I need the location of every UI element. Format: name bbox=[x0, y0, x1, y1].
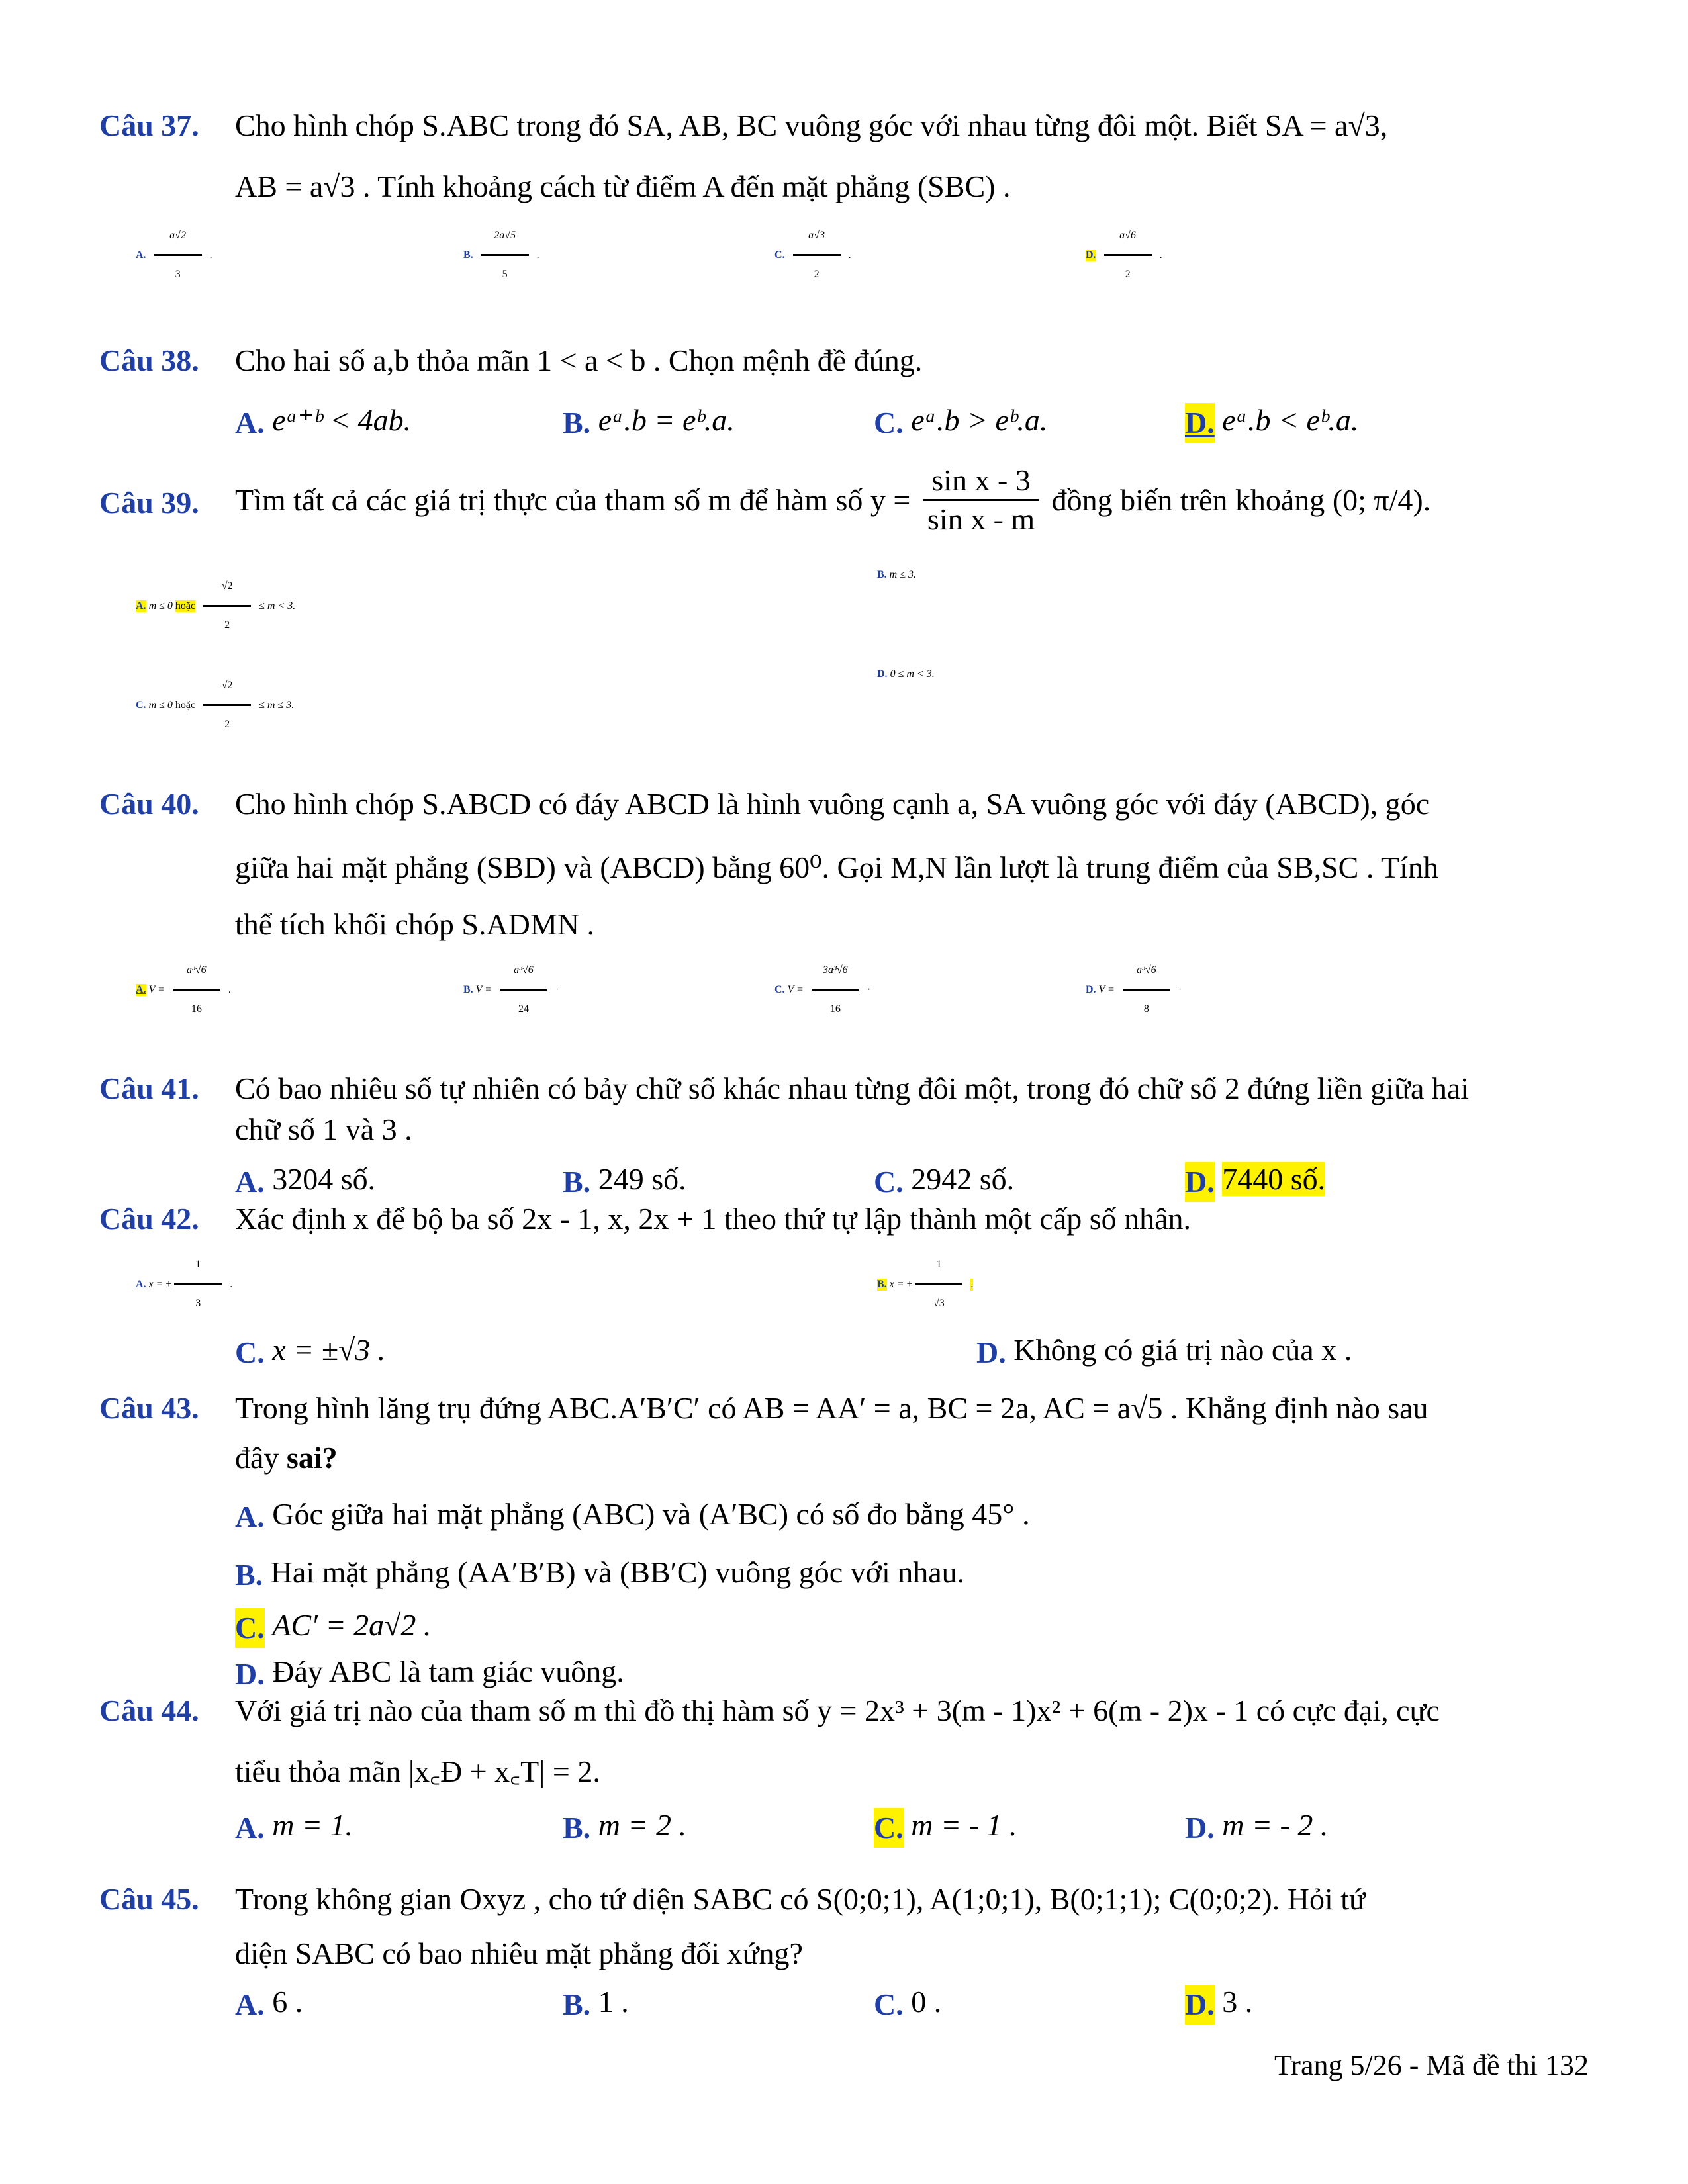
option-b bbox=[463, 218, 539, 298]
option-text: m = 2 . bbox=[598, 1808, 686, 1842]
option-text: x = ± bbox=[889, 1278, 913, 1290]
option-tail: . bbox=[209, 249, 212, 261]
option-b bbox=[563, 1982, 629, 2025]
fraction-denominator: 2 bbox=[203, 704, 251, 742]
option-b bbox=[563, 1160, 686, 1202]
option-tail: . bbox=[228, 983, 231, 995]
option-label: D. bbox=[877, 668, 888, 680]
option-label: A. bbox=[235, 1165, 265, 1199]
fraction-numerator: a√6 bbox=[1119, 230, 1136, 241]
option-tail: · bbox=[1178, 983, 1182, 995]
option-a bbox=[136, 218, 212, 298]
option-c bbox=[874, 1160, 1014, 1202]
option-tail: . bbox=[1159, 249, 1162, 261]
option-label: C. bbox=[774, 249, 785, 261]
option-label: D. bbox=[1185, 1811, 1215, 1845]
options-39-row1 bbox=[136, 569, 1489, 649]
option-tail: . bbox=[536, 249, 539, 261]
option-tail: . bbox=[970, 1278, 974, 1290]
question-text: diện SABC có bao nhiêu mặt phẳng đối xứng? bbox=[235, 1936, 803, 1970]
fraction-denominator: 2 bbox=[203, 605, 251, 643]
question-text: chữ số 1 và 3 . bbox=[235, 1113, 412, 1146]
fraction-denominator: 2 bbox=[1104, 254, 1152, 292]
option-b bbox=[235, 1553, 1589, 1595]
option-text: V = bbox=[1098, 983, 1115, 995]
fraction-numerator: 2a√5 bbox=[494, 230, 516, 241]
fraction-numerator: sin x - 3 bbox=[931, 463, 1031, 497]
option-text: V = bbox=[475, 983, 492, 995]
option-text: ≤ m < 3. bbox=[259, 600, 296, 612]
option-label: B. bbox=[235, 1558, 263, 1592]
question-number: Câu 37. bbox=[99, 109, 199, 142]
option-b bbox=[877, 1248, 973, 1327]
fraction-denominator: sin x - m bbox=[923, 499, 1039, 537]
page-footer: Trang 5/26 - Mã đề thi 132 bbox=[1274, 2049, 1589, 2081]
question-text: Có bao nhiêu số tự nhiên có bảy chữ số khác nhau từng đôi một, trong đó chữ số 2 đứng liền giữa hai bbox=[235, 1071, 1470, 1105]
option-a bbox=[235, 1805, 353, 1848]
option-d bbox=[1185, 1160, 1325, 1202]
fraction-denominator: 3 bbox=[174, 1283, 222, 1321]
option-label-correct: A. bbox=[136, 983, 146, 995]
question-text: thể tích khối chóp S.ADMN . bbox=[235, 907, 595, 941]
fraction-numerator: √2 bbox=[221, 580, 233, 592]
question-text: Cho hình chóp S.ABC trong đó SA, AB, BC vuông góc với nhau từng đôi một. Biết SA = a√3, bbox=[235, 109, 1388, 142]
options-39-row2 bbox=[136, 668, 1489, 748]
options-37 bbox=[136, 218, 1489, 298]
option-b bbox=[463, 953, 559, 1032]
option-text: m ≤ 3. bbox=[889, 569, 917, 581]
option-text: m ≤ 0 bbox=[148, 600, 173, 612]
option-text: eᵃ.b = eᵇ.a. bbox=[598, 403, 735, 437]
fraction-denominator: 16 bbox=[173, 989, 220, 1026]
question-39 bbox=[99, 463, 1589, 543]
option-label-correct: C. bbox=[874, 1808, 904, 1848]
option-label: D. bbox=[1086, 983, 1096, 995]
option-c bbox=[874, 1805, 1017, 1848]
fraction-denominator: 2 bbox=[793, 254, 841, 292]
option-text: hoặc bbox=[175, 600, 196, 612]
options-42-row1 bbox=[136, 1248, 1489, 1327]
question-text: Trong không gian Oxyz , cho tứ diện SABC có S(0;0;1), A(1;0;1), B(0;1;1); C(0;0;2). Hỏi tứ bbox=[235, 1882, 1366, 1916]
fraction-numerator: a³√6 bbox=[514, 964, 534, 976]
option-a bbox=[235, 400, 411, 443]
option-text: 2942 số. bbox=[911, 1162, 1015, 1196]
option-label: B. bbox=[563, 1165, 591, 1199]
option-text: eᵃ⁺ᵇ < 4ab. bbox=[272, 403, 412, 437]
option-text: 3204 số. bbox=[272, 1162, 376, 1196]
fraction-numerator: a√3 bbox=[808, 230, 825, 241]
option-text: V = bbox=[148, 983, 165, 995]
option-text: ≤ m ≤ 3. bbox=[259, 699, 295, 711]
question-number: Câu 45. bbox=[99, 1882, 199, 1916]
option-label: C. bbox=[874, 1987, 904, 2022]
option-text: AC′ = 2a√2 . bbox=[272, 1608, 432, 1642]
question-text: Tìm tất cả các giá trị thực của tham số m để hàm số y = bbox=[235, 482, 911, 517]
fraction-denominator: √3 bbox=[915, 1283, 962, 1321]
option-a bbox=[136, 953, 231, 1032]
option-c bbox=[874, 400, 1047, 443]
option-text: hoặc bbox=[175, 699, 196, 711]
option-a bbox=[235, 1982, 303, 2025]
option-label: B. bbox=[463, 983, 473, 995]
option-text: Hai mặt phẳng (AA′B′B) và (BB′C) vuông góc với nhau. bbox=[270, 1555, 965, 1589]
question-number: Câu 44. bbox=[99, 1694, 199, 1727]
option-text: Góc giữa hai mặt phẳng (ABC) và (A′BC) có số đo bằng 45° . bbox=[272, 1497, 1030, 1531]
option-c bbox=[235, 1606, 1589, 1648]
question-number: Câu 39. bbox=[99, 486, 199, 520]
option-c bbox=[874, 1982, 941, 2025]
question-text: Trong hình lăng trụ đứng ABC.A′B′C′ có AB = AA′ = a, BC = 2a, AC = a√5 . Khẳng định nào sau bbox=[235, 1391, 1429, 1425]
option-label: B. bbox=[877, 569, 887, 581]
fraction-denominator: 3 bbox=[154, 254, 202, 292]
interval: (0; π/4) bbox=[1332, 482, 1423, 517]
option-label: D. bbox=[976, 1336, 1006, 1370]
option-d bbox=[1086, 953, 1182, 1032]
option-label: B. bbox=[563, 406, 591, 440]
option-text: Đáy ABC là tam giác vuông. bbox=[272, 1655, 624, 1688]
option-a bbox=[136, 569, 295, 649]
question-text-part: đây bbox=[235, 1441, 279, 1475]
options-40 bbox=[136, 953, 1489, 1032]
option-text: eᵃ.b > eᵇ.a. bbox=[911, 403, 1048, 437]
option-label: C. bbox=[874, 1165, 904, 1199]
option-d bbox=[235, 1652, 1589, 1694]
option-text: eᵃ.b < eᵇ.a. bbox=[1222, 403, 1359, 437]
question-text: giữa hai mặt phẳng (SBD) và (ABCD) bằng 60⁰. Gọi M,N lần lượt là trung điểm của SB,SC . Tính bbox=[235, 850, 1438, 884]
option-text: m = - 2 . bbox=[1222, 1808, 1329, 1842]
question-text bbox=[235, 1438, 1589, 1478]
option-label: A. bbox=[235, 1987, 265, 2022]
option-d bbox=[1086, 218, 1162, 298]
option-c bbox=[774, 218, 851, 298]
question-text: đồng biến trên khoảng bbox=[1051, 482, 1325, 517]
option-b bbox=[563, 1805, 686, 1848]
option-text: m = 1. bbox=[272, 1808, 353, 1842]
option-text: V = bbox=[787, 983, 804, 995]
fraction-numerator: 3a³√6 bbox=[823, 964, 848, 976]
option-d bbox=[877, 668, 935, 748]
question-text: tiểu thỏa mãn |x꜀Đ + x꜀T| = 2. bbox=[235, 1754, 600, 1788]
option-d bbox=[1185, 1805, 1328, 1848]
option-tail: . bbox=[848, 249, 851, 261]
option-a bbox=[136, 1248, 232, 1327]
option-label: C. bbox=[774, 983, 785, 995]
fraction-numerator: a√2 bbox=[169, 230, 186, 241]
option-label-correct: A. bbox=[136, 600, 146, 612]
option-text: 7440 số. bbox=[1222, 1162, 1326, 1196]
option-label-correct: D. bbox=[1086, 249, 1096, 261]
option-text: x = ±√3 . bbox=[272, 1333, 386, 1367]
question-text: Cho hình chóp S.ABCD có đáy ABCD là hình vuông cạnh a, SA vuông góc với đáy (ABCD), góc bbox=[235, 787, 1430, 821]
option-text: 6 . bbox=[272, 1985, 303, 2019]
option-label: B. bbox=[563, 1987, 591, 2022]
option-d bbox=[1185, 1982, 1252, 2025]
question-text: AB = a√3 . Tính khoảng cách từ điểm A đến mặt phẳng (SBC) . bbox=[235, 169, 1011, 203]
option-d bbox=[976, 1330, 1352, 1373]
question-emphasis: sai? bbox=[286, 1441, 338, 1475]
fraction-numerator: 1 bbox=[195, 1259, 201, 1270]
option-text: Không có giá trị nào của x . bbox=[1013, 1333, 1352, 1367]
question-text: Xác định x để bộ ba số 2x - 1, x, 2x + 1 theo thứ tự lập thành một cấp số nhân. bbox=[235, 1202, 1192, 1236]
option-label: A. bbox=[235, 1500, 265, 1534]
option-label: A. bbox=[235, 1811, 265, 1845]
option-a bbox=[235, 1494, 1589, 1537]
option-label: B. bbox=[463, 249, 473, 261]
question-number: Câu 41. bbox=[99, 1071, 199, 1105]
option-label-correct: D. bbox=[1185, 1985, 1215, 2025]
option-label: C. bbox=[235, 1336, 265, 1370]
question-text: Cho hai số a,b thỏa mãn 1 < a < b . Chọn mệnh đề đúng. bbox=[235, 343, 923, 377]
option-text: x = ± bbox=[148, 1278, 172, 1290]
option-label: A. bbox=[136, 1278, 146, 1290]
option-tail: . bbox=[230, 1278, 233, 1290]
option-text: m = - 1 . bbox=[911, 1808, 1017, 1842]
fraction-numerator: a³√6 bbox=[1137, 964, 1156, 976]
question-number: Câu 40. bbox=[99, 787, 199, 821]
option-label: B. bbox=[563, 1811, 591, 1845]
option-text: 0 ≤ m < 3. bbox=[890, 668, 935, 680]
option-c bbox=[136, 668, 294, 748]
option-label: A. bbox=[136, 249, 146, 261]
fraction-denominator: 5 bbox=[481, 254, 529, 292]
option-b bbox=[563, 400, 735, 443]
question-number: Câu 43. bbox=[99, 1391, 199, 1425]
option-text: m ≤ 0 bbox=[148, 699, 173, 711]
option-text: 0 . bbox=[911, 1985, 942, 2019]
option-label: A. bbox=[235, 406, 265, 440]
option-label: C. bbox=[136, 699, 146, 711]
option-c bbox=[774, 953, 870, 1032]
option-text: 1 . bbox=[598, 1985, 629, 2019]
question-text: Với giá trị nào của tham số m thì đồ thị hàm số y = 2x³ + 3(m - 1)x² + 6(m - 2)x - 1 có cực đại, cực bbox=[235, 1694, 1440, 1727]
fraction-denominator: 16 bbox=[812, 989, 859, 1026]
option-d bbox=[1185, 400, 1358, 443]
question-tail: . bbox=[1423, 482, 1431, 517]
option-text: 249 số. bbox=[598, 1162, 686, 1196]
option-text: 3 . bbox=[1222, 1985, 1253, 2019]
option-label-correct: C. bbox=[235, 1608, 265, 1648]
option-c bbox=[235, 1330, 385, 1373]
option-label-correct: D. bbox=[1185, 403, 1215, 443]
option-tail: · bbox=[867, 983, 871, 995]
fraction-numerator: 1 bbox=[936, 1259, 942, 1270]
fraction-denominator: 8 bbox=[1123, 989, 1170, 1026]
option-a bbox=[235, 1160, 375, 1202]
fraction-numerator: √2 bbox=[221, 680, 233, 691]
option-tail: · bbox=[555, 983, 559, 995]
fraction-numerator: a³√6 bbox=[187, 964, 207, 976]
option-label-correct: B. bbox=[877, 1278, 887, 1290]
option-b bbox=[877, 569, 916, 649]
option-label: D. bbox=[235, 1657, 265, 1692]
question-number: Câu 38. bbox=[99, 343, 199, 377]
option-label: C. bbox=[874, 406, 904, 440]
option-label-correct: D. bbox=[1185, 1162, 1215, 1202]
question-number: Câu 42. bbox=[99, 1202, 199, 1236]
fraction-denominator: 24 bbox=[500, 989, 547, 1026]
